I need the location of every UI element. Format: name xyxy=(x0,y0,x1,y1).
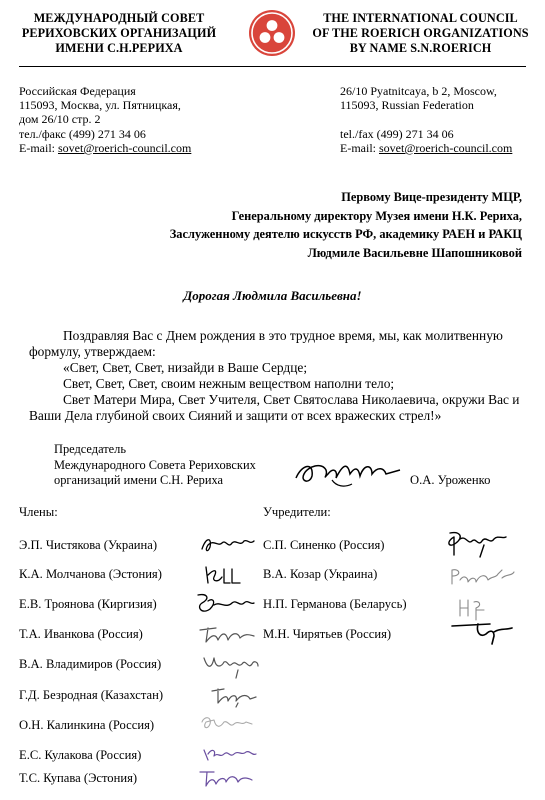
header-right-line-3: BY NAME S.N.ROERICH xyxy=(349,41,492,55)
letter-body xyxy=(29,328,527,423)
founder-name: М.Н. Чирятьев (Россия) xyxy=(263,627,392,641)
member-name: Т.С. Купава (Эстония) xyxy=(19,771,138,785)
header-left-line-2: РЕРИХОВСКИХ ОРГАНИЗАЦИЙ xyxy=(21,26,217,40)
member-signature xyxy=(196,622,258,646)
salutation: Дорогая Людмила Васильевна! xyxy=(183,288,362,303)
member-signature xyxy=(196,712,256,738)
members-label: Члены: xyxy=(19,505,58,519)
address-line: 26/10 Pyatnitcaya, b 2, Moscow, xyxy=(340,84,497,98)
recipient-line: Генеральному директору Музея имени Н.К. Рериха, xyxy=(231,208,522,223)
member-signature xyxy=(200,652,262,680)
body-paragraph: Поздравляя Вас с Днем рождения в это трудное время, мы, как молитвенную формулу, утверждаем: xyxy=(29,328,503,359)
founder-signature xyxy=(448,618,518,648)
member-signature xyxy=(196,766,256,790)
member-name: Т.А. Иванкова (Россия) xyxy=(19,627,143,641)
phone-fax: tel./fax (499) 271 34 06 xyxy=(340,126,454,141)
member-signature xyxy=(202,563,248,587)
address-line: Российская Федерация xyxy=(19,84,136,98)
address-line: 115093, Москва, ул. Пятницкая, xyxy=(19,98,181,113)
founder-name: В.А. Козар (Украина) xyxy=(263,567,378,581)
banner-of-peace-logo xyxy=(248,9,296,57)
member-name: Е.С. Кулакова (Россия) xyxy=(19,748,142,762)
header-left-line-3: ИМЕНИ С.Н.РЕРИХА xyxy=(55,41,183,55)
header-left-line-1: МЕЖДУНАРОДНЫЙ СОВЕТ xyxy=(33,11,205,25)
founders-label: Учредители: xyxy=(263,505,331,519)
council-name-russian xyxy=(4,11,234,56)
address-russian xyxy=(19,84,191,155)
signatory-title-line: организаций имени С.Н. Рериха xyxy=(54,473,224,488)
email-link[interactable]: sovet@roerich-council.com xyxy=(58,140,192,155)
header-right-line-2: OF THE ROERICH ORGANIZATIONS xyxy=(312,26,529,40)
member-name: Е.В. Троянова (Киргизия) xyxy=(19,597,157,611)
member-signature xyxy=(208,683,260,709)
email-label: E-mail: xyxy=(340,140,379,155)
phone-fax: тел./факс (499) 271 34 06 xyxy=(19,126,146,141)
email-link[interactable]: sovet@roerich-council.com xyxy=(379,140,513,155)
member-signature xyxy=(192,591,256,619)
address-line: 115093, Russian Federation xyxy=(340,98,474,113)
header-right-line-1: THE INTERNATIONAL COUNCIL xyxy=(323,11,518,25)
body-paragraph: Свет Матери Мира, Свет Учителя, Свет Святослава Николаевича, окружи Вас и Ваши Дела глубиной своих Сияний и защити от всех вражеских стрел!» xyxy=(29,391,520,423)
recipient-block xyxy=(170,188,522,262)
chairman-signature xyxy=(292,450,404,494)
founder-name: Н.П. Германова (Беларусь) xyxy=(263,597,407,611)
chairman-name: О.А. Уроженко xyxy=(410,473,491,487)
member-name: К.А. Молчанова (Эстония) xyxy=(19,567,162,581)
header-divider xyxy=(19,66,526,67)
body-paragraph: «Свет, Свет, Свет, низайди в Ваше Сердце; xyxy=(63,359,308,375)
member-name: Э.П. Чистякова (Украина) xyxy=(19,538,158,552)
email-line xyxy=(19,141,191,155)
signatory-title xyxy=(54,442,256,489)
founder-name: С.П. Синенко (Россия) xyxy=(263,538,385,552)
member-name: Г.Д. Безродная (Казахстан) xyxy=(19,688,164,702)
address-spacer xyxy=(340,112,512,126)
body-paragraph: Свет, Свет, Свет, своим нежным веществом наполни тело; xyxy=(63,375,395,391)
signatory-title-line: Международного Совета Рериховских xyxy=(54,457,256,472)
recipient-line: Заслуженному деятелю искусств РФ, академику РАЕН и РАКЦ xyxy=(169,227,522,242)
signatory-title-line: Председатель xyxy=(54,442,127,456)
address-line: дом 26/10 стр. 2 xyxy=(19,112,101,127)
address-english xyxy=(340,84,512,155)
recipient-line: Людмиле Васильевне Шапошниковой xyxy=(307,245,522,260)
email-label: E-mail: xyxy=(19,140,58,155)
recipient-line: Первому Вице-президенту МЦР, xyxy=(341,190,522,204)
member-signature xyxy=(200,742,260,766)
email-line xyxy=(340,141,512,155)
council-name-english xyxy=(298,11,543,56)
member-name: О.Н. Калинкина (Россия) xyxy=(19,718,155,732)
member-name: В.А. Владимиров (Россия) xyxy=(19,657,162,671)
founder-signature xyxy=(446,564,518,590)
member-signature xyxy=(198,533,258,557)
founder-signature xyxy=(440,527,514,561)
